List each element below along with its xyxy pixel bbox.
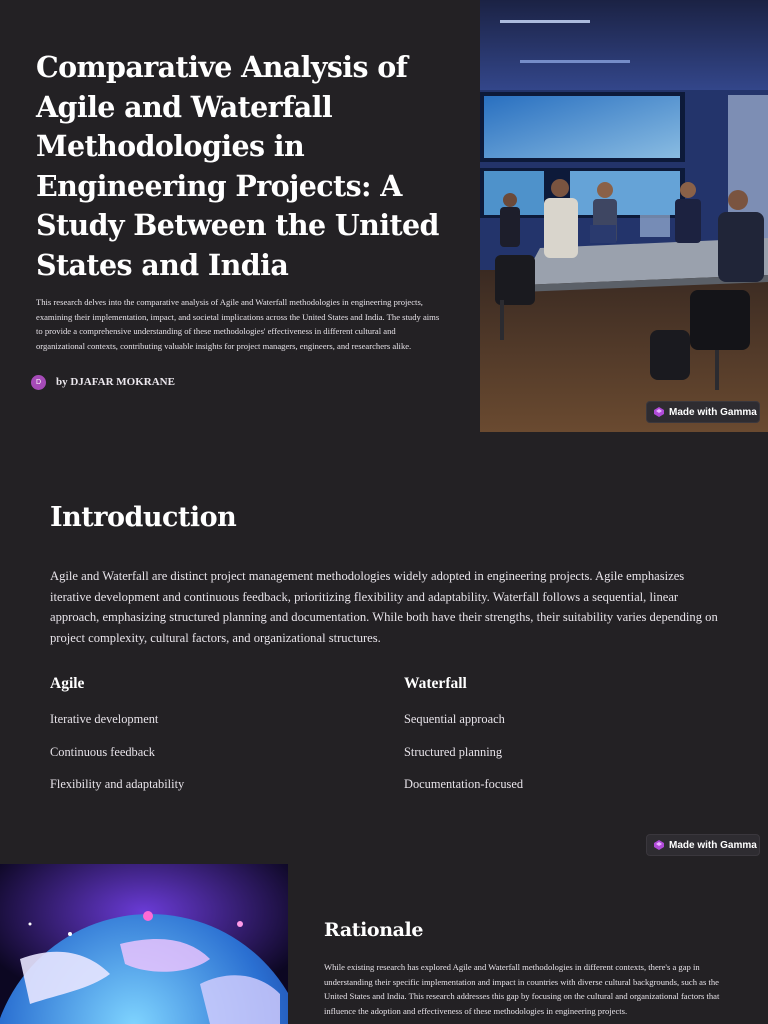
introduction-slide <box>0 432 768 864</box>
rationale-slide <box>0 864 768 1024</box>
made-with-gamma-badge[interactable] <box>646 401 760 423</box>
gamma-gem-icon <box>654 407 664 417</box>
office-meeting-image <box>480 0 768 432</box>
list-item: Continuous feedback <box>50 744 155 759</box>
author-row <box>31 374 175 390</box>
gamma-gem-icon <box>654 840 664 850</box>
author-name: by DJAFAR MOKRANE <box>56 376 175 388</box>
badge-label: Made with Gamma <box>669 839 757 851</box>
rationale-paragraph: While existing research has explored Agile and Waterfall methodologies in different contexts, there's a gap in understanding their specific implementation and impact in countries with diverse cultural backgrounds, such as the United States and India. This research addresses this gap by focusing on the cultural and organizational factors that influence the adoption and effectiveness of these methodologies in engineering projects. <box>324 962 720 1016</box>
globe-illustration <box>0 864 288 1024</box>
list-item: Documentation-focused <box>404 777 524 791</box>
office-meeting-illustration <box>480 0 768 432</box>
agile-column <box>50 675 350 805</box>
title-slide <box>0 0 768 432</box>
avatar[interactable]: D <box>31 375 46 390</box>
presentation-title: Comparative Analysis of Agile and Waterfall Methodologies in Engineering Projects: A Study Between the United States and India <box>36 50 439 282</box>
made-with-gamma-badge[interactable] <box>646 834 760 856</box>
abstract-text: This research delves into the comparative analysis of Agile and Waterfall methodologies in engineering projects, examining their implementation, impact, and societal implications across the United States and India. The study aims to provide a comprehensive understanding of these methodologies' effectiveness in different cultural and organizational contexts, contributing valuable insights for project managers, engineers, and researchers alike. <box>36 297 440 352</box>
section-heading: Rationale <box>324 919 424 941</box>
list-item: Iterative development <box>50 712 159 726</box>
list-item: Sequential approach <box>404 712 505 726</box>
list-item: Structured planning <box>404 744 503 759</box>
column-title: Agile <box>50 675 85 692</box>
section-heading: Introduction <box>50 502 237 533</box>
column-title: Waterfall <box>404 675 467 692</box>
list-item: Flexibility and adaptability <box>50 777 185 791</box>
badge-label: Made with Gamma <box>669 406 757 418</box>
introduction-paragraph: Agile and Waterfall are distinct project management methodologies widely adopted in engineering projects. Agile emphasizes iterative development and continuous feedback, prioritizing flexibility and adaptability. Waterfall follows a sequential, linear approach, emphasizing structured planning and documentation. While both have their strengths, their suitability varies depending on project complexity, cultural factors, and organizational structures. <box>50 569 718 646</box>
globe-image <box>0 864 288 1024</box>
waterfall-column <box>404 675 704 805</box>
